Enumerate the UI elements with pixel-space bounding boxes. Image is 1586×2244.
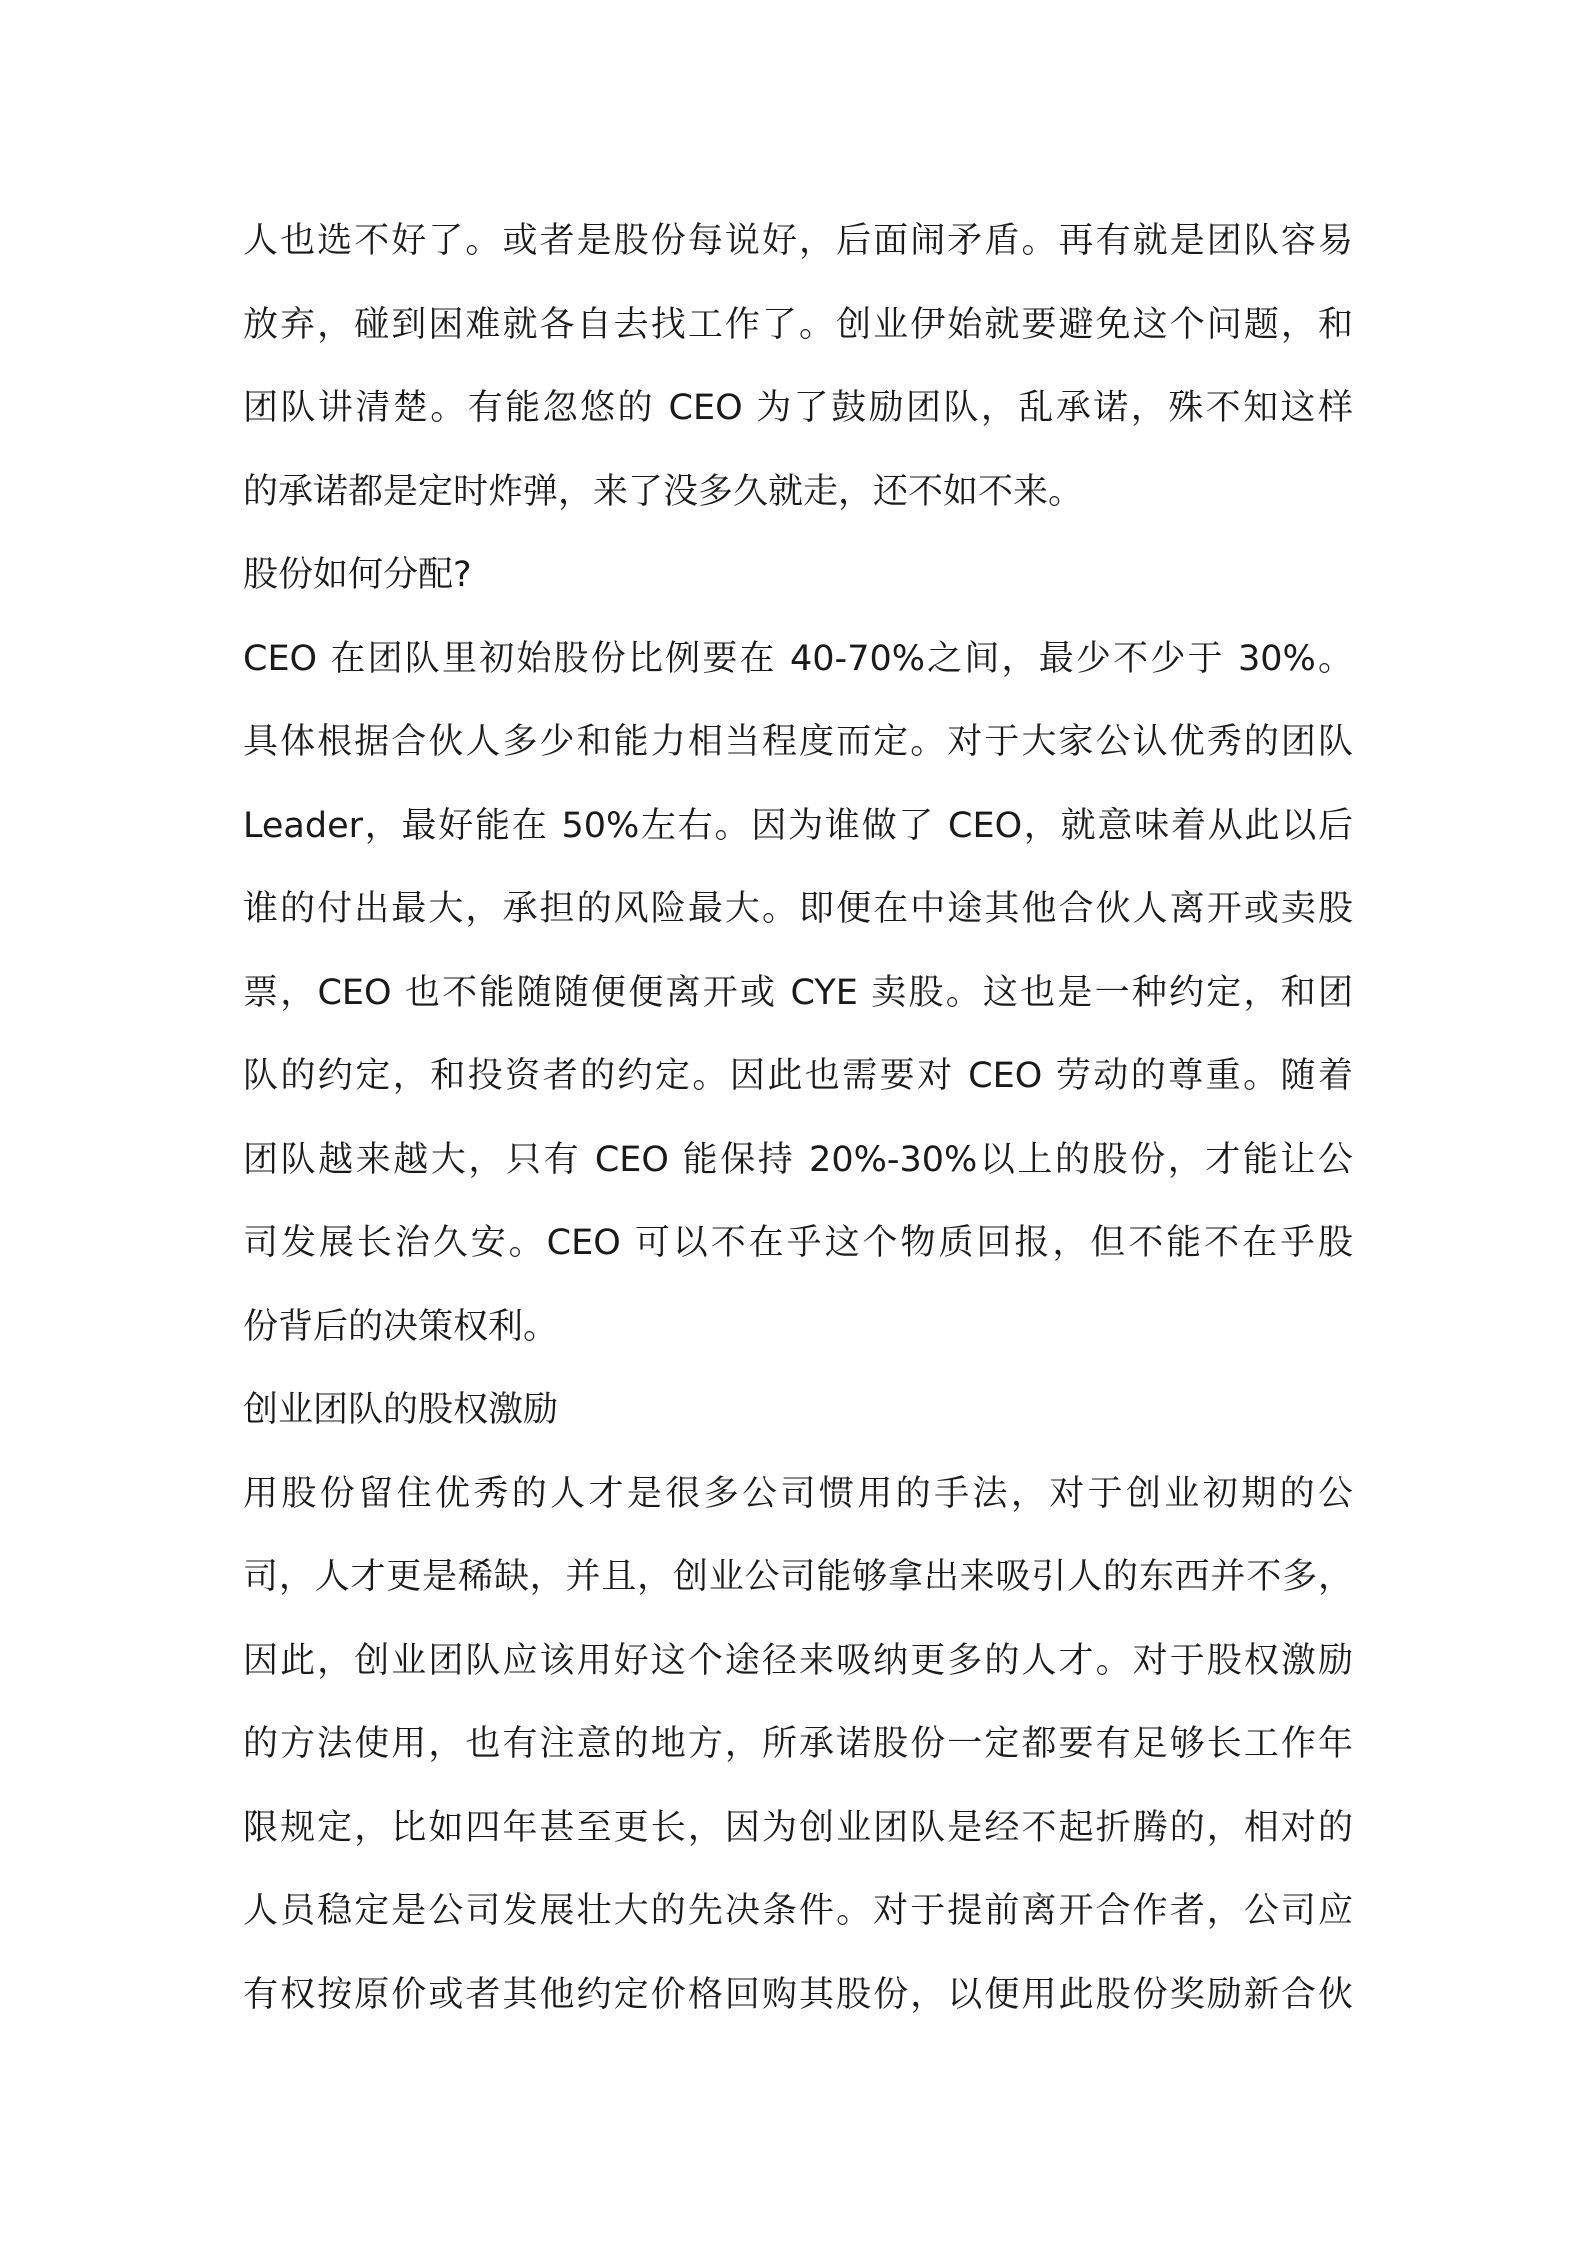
document-body: [243, 200, 1353, 2037]
text-line: 有权按原价或者其他约定价格回购其股份，以便用此股份奖励新合伙: [243, 1974, 1353, 2015]
text-line: 司，人才更是稀缺，并且，创业公司能够拿出来吸引人的东西并不多，: [243, 1557, 1353, 1597]
text-line: 谁的付出最大，承担的风险最大。即便在中途其他合伙人离开或卖股: [243, 889, 1353, 929]
text-line: 票，CEO 也不能随随便便离开或 CYE 卖股。这也是一种约定，和团: [243, 972, 1353, 1013]
text-line: 人员稳定是公司发展壮大的先决条件。对于提前离开合作者，公司应: [243, 1891, 1353, 1931]
section-heading-equity-incentive: 创业团队的股权激励: [243, 1390, 559, 1430]
text-line: 团队越来越大，只有 CEO 能保持 20%-30%以上的股份，才能让公: [243, 1139, 1353, 1180]
text-line: 放弃，碰到困难就各自去找工作了。创业伊始就要避免这个问题，和: [243, 304, 1353, 345]
text-line: 团队讲清楚。有能忽悠的 CEO 为了鼓励团队，乱承诺，殊不知这样: [243, 388, 1353, 428]
text-line: 的方法使用，也有注意的地方，所承诺股份一定都要有足够长工作年: [243, 1724, 1353, 1764]
text-line: 的承诺都是定时炸弹，来了没多久就走，还不如不来。: [243, 471, 1084, 512]
text-line: 具体根据合伙人多少和能力相当程度而定。对于大家公认优秀的团队: [243, 722, 1353, 762]
text-line: 份背后的决策权利。: [243, 1306, 559, 1347]
text-line: 因此，创业团队应该用好这个途径来吸纳更多的人才。对于股权激励: [243, 1640, 1353, 1681]
text-line: 队的约定，和投资者的约定。因此也需要对 CEO 劳动的尊重。随着: [243, 1056, 1353, 1096]
text-line: 限规定，比如四年甚至更长，因为创业团队是经不起折腾的，相对的: [243, 1807, 1353, 1848]
text-line: 人也选不好了。或者是股份每说好，后面闹矛盾。再有就是团队容易: [243, 221, 1353, 261]
section-heading-equity-allocation: 股份如何分配?: [243, 555, 472, 595]
text-line: CEO 在团队里初始股份比例要在 40-70%之间，最少不少于 30%。: [243, 638, 1353, 679]
text-line: 司发展长治久安。CEO 可以不在乎这个物质回报，但不能不在乎股: [243, 1223, 1353, 1263]
text-line: Leader，最好能在 50%左右。因为谁做了 CEO，就意味着从此以后: [243, 805, 1353, 846]
text-line: 用股份留住优秀的人才是很多公司惯用的手法，对于创业初期的公: [243, 1473, 1353, 1514]
